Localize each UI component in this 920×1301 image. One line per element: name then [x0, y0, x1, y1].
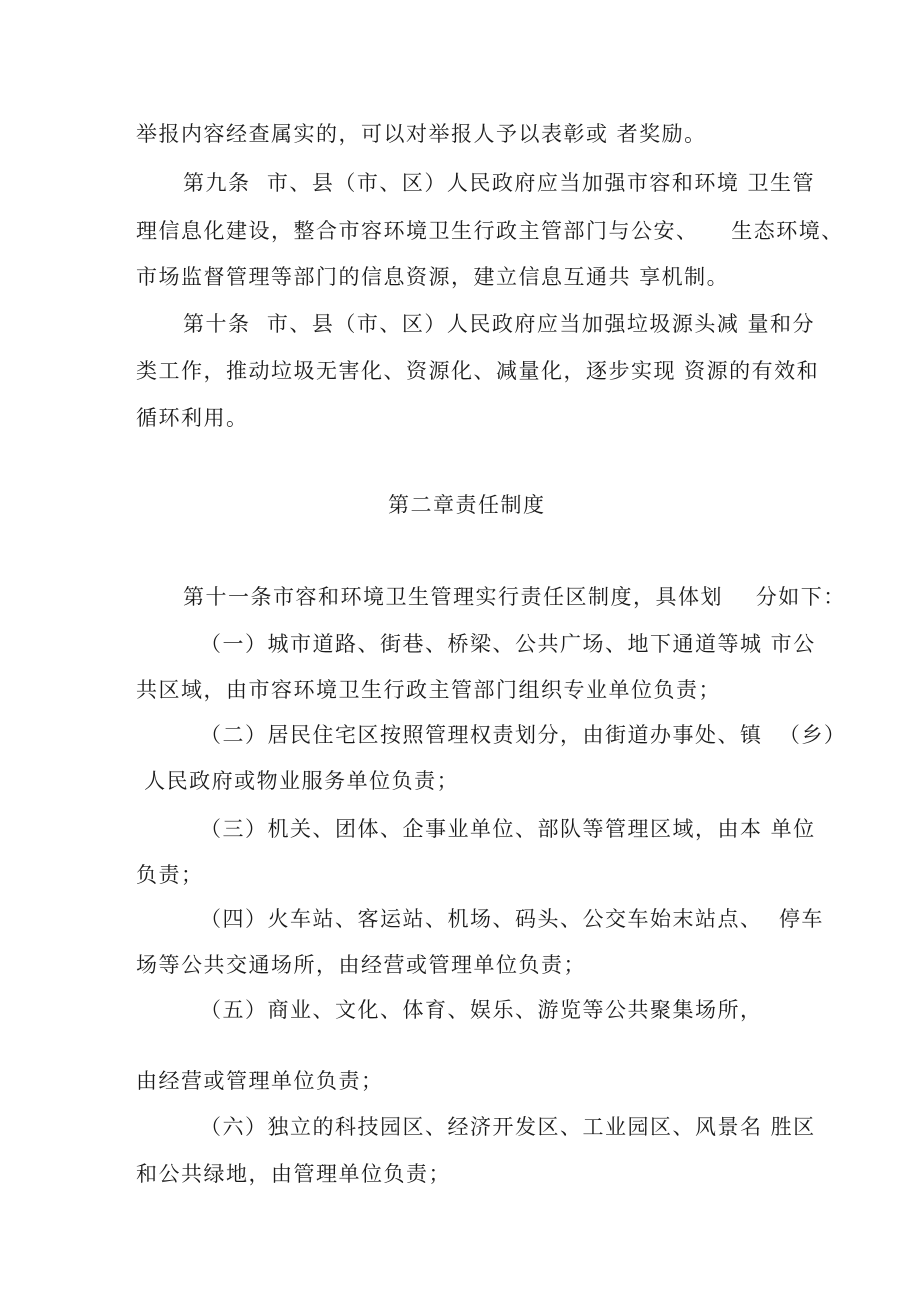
article-9-line-1: 第九条 市、县（市、区）人民政府应当加强市容和环境 卫生管: [183, 171, 816, 195]
article-11-item-6-line-2: 和公共绿地，由管理单位负责；: [136, 1162, 451, 1186]
article-11-item-2-line-2: 人民政府或物业服务单位负责；: [136, 769, 460, 793]
article-10-line-3: 循环利用。: [136, 406, 249, 430]
article-11-item-3-line-1: （三）机关、团体、企事业单位、部队等管理区域，由本 单位: [200, 817, 816, 841]
article-11-item-3-line-2: 负责；: [136, 863, 204, 887]
article-11-item-5-line-1: （五）商业、文化、体育、娱乐、游览等公共聚集场所，: [200, 998, 763, 1022]
article-11-item-5-line-2: 由经营或管理单位负责；: [136, 1069, 384, 1093]
article-11-intro: 第十一条市容和环境卫生管理实行责任区制度，具体划 分如下：: [183, 585, 846, 609]
article-9-line-2: 理信息化建设，整合市容环境卫生行政主管部门与公安、 生态环境、: [136, 219, 844, 243]
article-10-line-1: 第十条 市、县（市、区）人民政府应当加强垃圾源头减 量和分: [183, 312, 816, 336]
article-11-item-1-line-2: 共区域，由市容环境卫生行政主管部门组织专业单位负责；: [136, 678, 721, 702]
article-11-item-6-line-1: （六）独立的科技园区、经济开发区、工业园区、风景名 胜区: [200, 1115, 816, 1139]
article-11-item-2-line-1: （二）居民住宅区按照管理权责划分，由街道办事处、镇 （乡）: [200, 723, 847, 747]
article-9-line-3: 市场监督管理等部门的信息资源，建立信息互通共 享机制。: [136, 265, 730, 289]
article-11-item-1-line-1: （一）城市道路、街巷、桥梁、公共广场、地下通道等城 市公: [200, 632, 816, 656]
article-10-line-2: 类工作，推动垃圾无害化、资源化、减量化，逐步实现 资源的有效和: [136, 359, 820, 383]
article-8-tail-line-1: 举报内容经查属实的，可以对举报人予以表彰或 者奖励。: [136, 122, 707, 146]
article-11-item-4-line-2: 场等公共交通场所，由经营或管理单位负责；: [136, 953, 586, 977]
chapter-2-title: 第二章责任制度: [388, 493, 546, 517]
article-11-item-4-line-1: （四）火车站、客运站、机场、码头、公交车始末站点、 停车: [200, 907, 824, 931]
